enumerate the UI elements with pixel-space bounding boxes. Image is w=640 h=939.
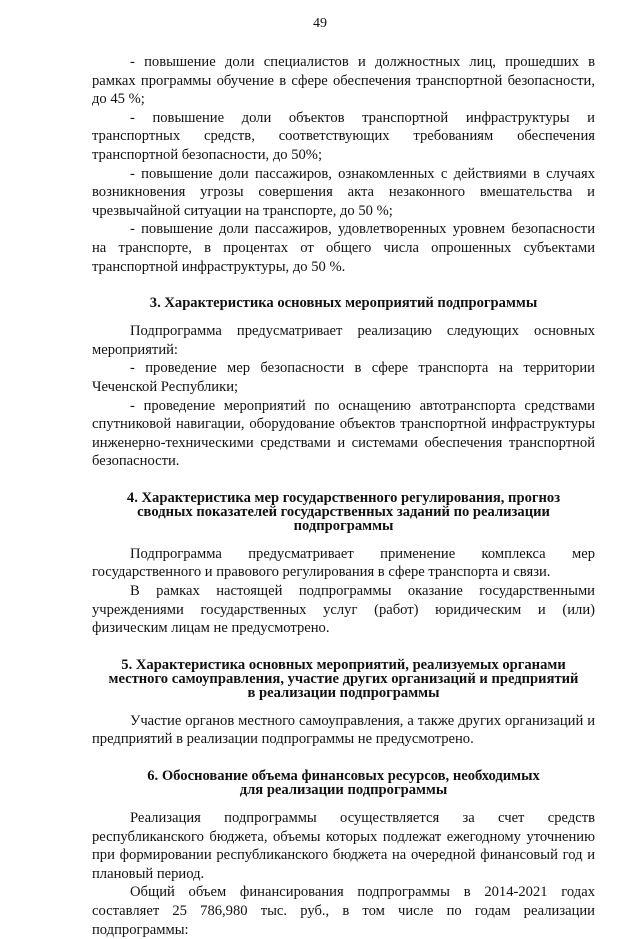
section-4-title-line: сводных показателей государственных заданий по реализации	[137, 503, 550, 520]
section-3-heading	[92, 296, 595, 310]
bullet-specialists-training: - повышение доли специалистов и должностных лиц, прошедших в рамках программы обучение в сфере обеспечения транспортной безопасности, до 45 %;	[92, 54, 595, 108]
section-5-heading	[92, 658, 595, 700]
section-6-paragraph: Общий объем финансирования подпрограммы в 2014-2021 годах составляет 25 786,980 тыс. руб., в том числе по годам реализации подпрограммы:	[92, 884, 595, 938]
section-3-paragraph: Подпрограмма предусматривает реализацию следующих основных мероприятий:	[92, 323, 595, 358]
section-5-paragraph: Участие органов местного самоуправления, а также других организаций и предприятий в реализации подпрограммы не предусмотрено.	[92, 712, 595, 748]
section-5-title-line: местного самоуправления, участие других организаций и предприятий	[108, 670, 579, 687]
section-3-title: 3. Характеристика основных мероприятий подпрограммы	[149, 295, 538, 312]
section-6-heading	[92, 769, 595, 797]
section-5-title-line: в реализации подпрограммы	[247, 684, 440, 701]
section-4-title-line: 4. Характеристика мер государственного регулирования, прогноз	[126, 489, 561, 506]
bullet-satisfied-passengers: - повышение доли пассажиров, удовлетворенных уровнем безопасности на транспорте, в процентах от общего числа опрошенных субъектами транспортной инфраструктуры, до 50 %.	[92, 221, 595, 275]
section-3-paragraph: - проведение мер безопасности в сфере транспорта на территории Чеченской Республики;	[92, 360, 595, 395]
page-content	[92, 53, 595, 939]
section-6-paragraph: Реализация подпрограммы осуществляется за счет средств республиканского бюджета, объемы которых подлежат ежегодному уточнению при формировании республиканского бюджета на очередной финансовый год и плановый период.	[92, 810, 595, 882]
section-4-paragraph: В рамках настоящей подпрограммы оказание государственными учреждениями государственных услуг (работ) юридическим и (или) физическим лицам не предусмотрено.	[92, 583, 595, 637]
section-4-title-line: подпрограммы	[293, 517, 394, 534]
section-5-title-line: 5. Характеристика основных мероприятий, реализуемых органами	[121, 656, 566, 673]
bullet-informed-passengers: - повышение доли пассажиров, ознакомленных с действиями в случаях возникновения угрозы совершения акта незаконного вмешательства и чрезвычайной ситуации на транспорте, до 50 %;	[92, 165, 595, 219]
section-6-title-line: для реализации подпрограммы	[239, 782, 448, 799]
section-4-heading	[92, 491, 595, 533]
section-4-paragraph: Подпрограмма предусматривает применение комплекса мер государственного и правового регулирования в сфере транспорта и связи.	[92, 545, 595, 581]
page-number: 49	[313, 16, 327, 31]
section-3-paragraph: - проведение мероприятий по оснащению автотранспорта средствами спутниковой навигации, оборудование объектов транспортной инфраструктуры инженерно-техническими средствами и системами обеспечения транспортной безопасности.	[92, 397, 595, 470]
bullet-infrastructure-objects: - повышение доли объектов транспортной инфраструктуры и транспортных средств, соответствующих требованиям обеспечения транспортной безопасности, до 50%;	[92, 109, 595, 163]
section-6-title-line: 6. Обоснование объема финансовых ресурсов, необходимых	[147, 768, 540, 785]
